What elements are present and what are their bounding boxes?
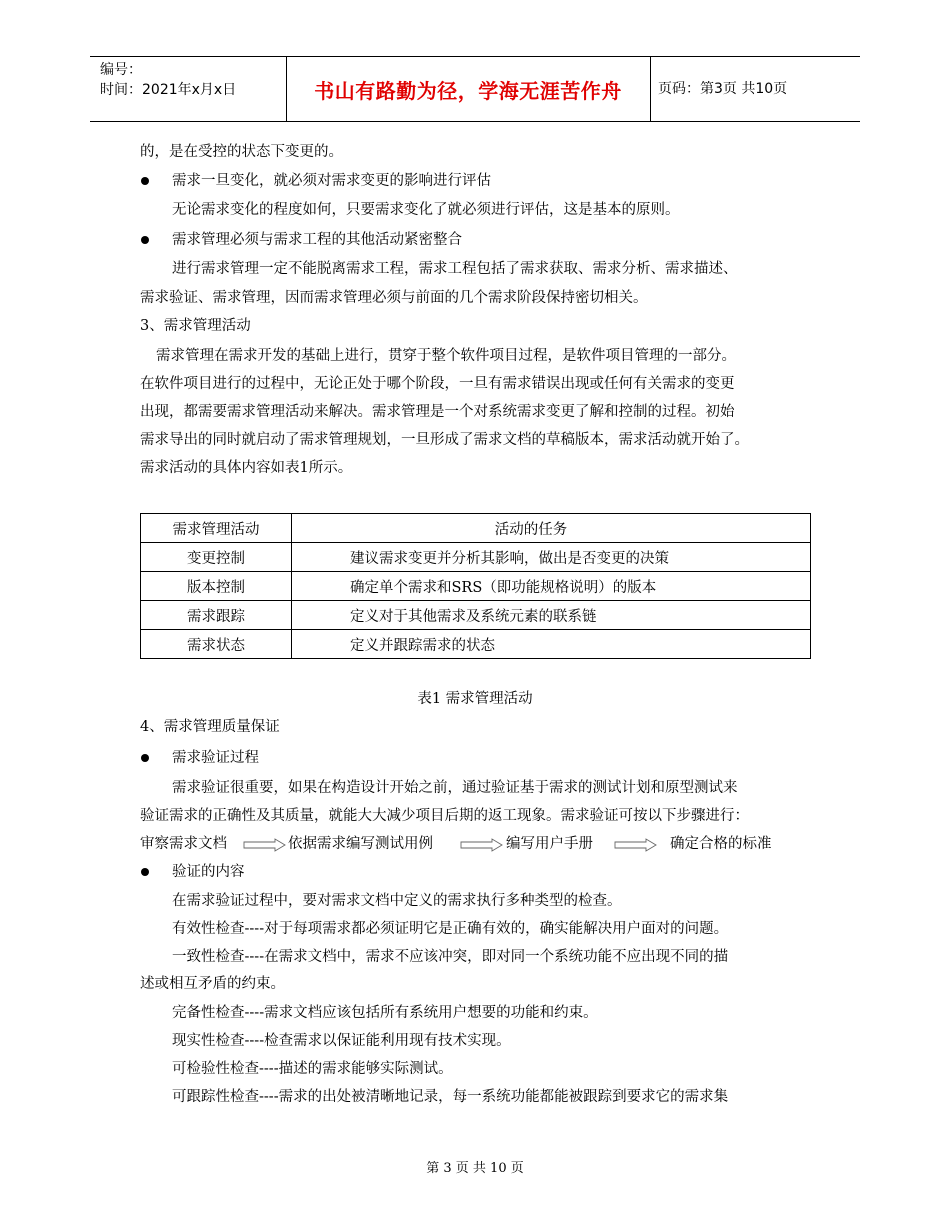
table-cell-activity: 需求状态: [141, 630, 292, 659]
header-number-label: 编号：: [100, 62, 142, 78]
bullet-dot: [141, 177, 149, 185]
check-line-3: 一致性检查----在需求文档中，需求不应该冲突，即对同一个系统功能不应出现不同的描: [172, 949, 729, 965]
bullet-item-1: 需求一旦变化，就必须对需求变更的影响进行评估: [172, 173, 491, 189]
paragraph-line-5: 需求活动的具体内容如表1所示。: [140, 460, 353, 476]
paragraph-line-4: 需求导出的同时就启动了需求管理规划，一旦形成了需求文档的草稿版本，需求活动就开始了。: [140, 432, 749, 448]
table-header-cell: 需求管理活动: [141, 514, 292, 543]
bullet-dot: [141, 754, 149, 762]
check-line-7: 可检验性检查----描述的需求能够实际测试。: [172, 1061, 453, 1077]
check-line-5: 完备性检查----需求文档应该包括所有系统用户想要的功能和约束。: [172, 1005, 598, 1021]
paragraph-line-1: 需求管理在需求开发的基础上进行，贯穿于整个软件项目过程，是软件项目管理的一部分。: [156, 348, 736, 364]
table-row: [141, 630, 811, 659]
bullet-dot: [141, 236, 149, 244]
header-motto: 书山有路勤为径，学海无涯苦作舟: [314, 78, 622, 103]
flow-step-2: 依据需求编写测试用例: [288, 836, 433, 852]
table-caption: 表1 需求管理活动: [417, 691, 533, 707]
check-line-6: 现实性检查----检查需求以保证能利用现有技术实现。: [172, 1033, 511, 1049]
flow-step-4: 确定合格的标准: [670, 836, 772, 852]
table-cell-task: 确定单个需求和SRS（即功能规格说明）的版本: [292, 572, 811, 601]
table-row: [141, 572, 811, 601]
table-cell-task: 定义对于其他需求及系统元素的联系链: [292, 601, 811, 630]
table-cell-task: 定义并跟踪需求的状态: [292, 630, 811, 659]
paragraph-line-2: 在软件项目进行的过程中，无论正处于哪个阶段，一旦有需求错误出现或任何有关需求的变更: [140, 376, 735, 392]
table-header-cell: 活动的任务: [292, 514, 811, 543]
body-line-4: 需求验证、需求管理，因而需求管理必须与前面的几个需求阶段保持密切相关。: [140, 290, 648, 306]
bullet-item-4: 验证的内容: [172, 864, 245, 880]
header-bottom-rule: [90, 121, 860, 122]
verification-line-2: 验证需求的正确性及其质量，就能大大减少项目后期的返工现象。需求验证可按以下步骤进行：: [140, 808, 749, 824]
section-heading-3: 3、需求管理活动: [140, 318, 251, 334]
body-line-1: 的，是在受控的状态下变更的。: [140, 144, 343, 160]
table-header-row: [141, 514, 811, 543]
check-line-4: 述或相互矛盾的约束。: [140, 976, 285, 992]
page-footer: 第 3 页 共 10 页: [426, 1161, 524, 1176]
section-heading-4: 4、需求管理质量保证: [140, 719, 280, 735]
right-arrow-icon: [460, 838, 504, 852]
header-divider-right: [650, 57, 651, 121]
bullet-item-2: 需求管理必须与需求工程的其他活动紧密整合: [172, 232, 462, 248]
table-cell-activity: 需求跟踪: [141, 601, 292, 630]
verification-line-1: 需求验证很重要，如果在构造设计开始之前，通过验证基于需求的测试计划和原型测试来: [172, 780, 738, 796]
table-cell-activity: 版本控制: [141, 572, 292, 601]
body-line-3: 进行需求管理一定不能脱离需求工程，需求工程包括了需求获取、需求分析、需求描述、: [172, 261, 738, 277]
check-line-1: 在需求验证过程中，要对需求文档中定义的需求执行多种类型的检查。: [172, 893, 622, 909]
bullet-dot: [141, 868, 149, 876]
flow-step-1: 审察需求文档: [140, 836, 227, 852]
header-time-label: 时间：2021年x月x日: [100, 82, 237, 98]
paragraph-line-3: 出现，都需要需求管理活动来解决。需求管理是一个对系统需求变更了解和控制的过程。初始: [140, 404, 735, 420]
requirements-table: [140, 513, 811, 659]
table-row: [141, 601, 811, 630]
check-line-8: 可跟踪性检查----需求的出处被清晰地记录，每一系统功能都能被跟踪到要求它的需求集: [172, 1089, 729, 1105]
right-arrow-icon: [243, 838, 287, 852]
table-row: [141, 543, 811, 572]
header-info: [100, 60, 236, 100]
header-page-label: 页码：第3页 共10页: [658, 81, 788, 97]
right-arrow-icon: [614, 838, 658, 852]
check-line-2: 有效性检查----对于每项需求都必须证明它是正确有效的，确实能解决用户面对的问题。: [172, 921, 729, 937]
body-line-2: 无论需求变化的程度如何，只要需求变化了就必须进行评估，这是基本的原则。: [172, 202, 680, 218]
flow-step-3: 编写用户手册: [506, 836, 593, 852]
table-cell-task: 建议需求变更并分析其影响，做出是否变更的决策: [292, 543, 811, 572]
table-cell-activity: 变更控制: [141, 543, 292, 572]
bullet-item-3: 需求验证过程: [172, 750, 259, 766]
